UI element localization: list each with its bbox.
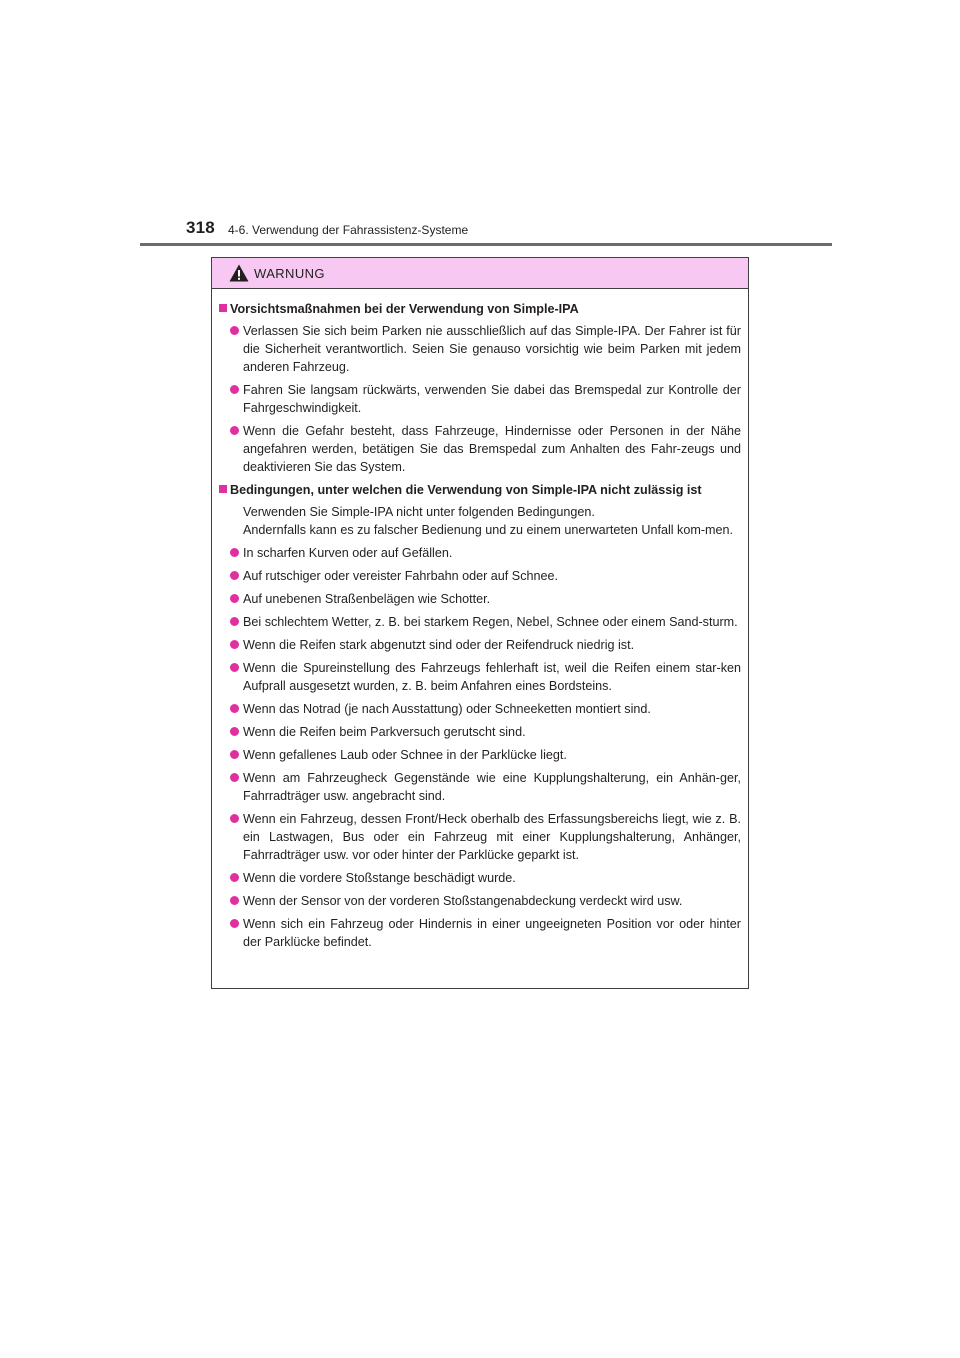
round-bullet-icon bbox=[230, 919, 239, 928]
warning-label: WARNUNG bbox=[254, 266, 325, 281]
round-bullet-icon bbox=[230, 594, 239, 603]
bullet-item bbox=[219, 723, 741, 741]
section-title: 4-6. Verwendung der Fahrassistenz-Systeme bbox=[228, 223, 469, 237]
bullet-text: Auf unebenen Straßenbelägen wie Schotter. bbox=[243, 592, 491, 606]
bullet-item bbox=[219, 700, 741, 718]
square-bullet-icon bbox=[219, 304, 227, 312]
warning-box bbox=[211, 257, 749, 989]
round-bullet-icon bbox=[230, 640, 239, 649]
bullet-item bbox=[219, 869, 741, 887]
round-bullet-icon bbox=[230, 727, 239, 736]
bullet-text: Wenn die Reifen stark abgenutzt sind oder der Reifendruck niedrig ist. bbox=[243, 638, 635, 652]
bullet-text: Wenn sich ein Fahrzeug oder Hindernis in einer ungeeigneten Position vor oder hinter der Parklücke befindet. bbox=[243, 917, 741, 949]
bullet-text: Wenn das Notrad (je nach Ausstattung) oder Schneeketten montiert sind. bbox=[243, 702, 651, 716]
bullet-text: Verlassen Sie sich beim Parken nie ausschließlich auf das Simple-IPA. Der Fahrer ist für die Sicherheit verantwortlich. Seien Sie genauso vorsichtig wie beim Parken mit jedem anderen Fahrzeug. bbox=[243, 324, 741, 374]
intro-paragraph: Andernfalls kann es zu falscher Bedienung und zu einem unerwarteten Unfall kom-men. bbox=[243, 523, 734, 537]
bullet-item bbox=[219, 746, 741, 764]
bullet-text: In scharfen Kurven oder auf Gefällen. bbox=[243, 546, 453, 560]
bullet-text: Wenn die Spureinstellung des Fahrzeugs fehlerhaft ist, weil die Reifen einem star-ken Aufprall ausgesetzt wurden, z. B. beim Anfahren eines Bordsteins. bbox=[243, 661, 741, 693]
bullet-item bbox=[219, 810, 741, 864]
bullet-text: Wenn ein Fahrzeug, dessen Front/Heck oberhalb des Erfassungsbereichs liegt, wie z. B. ein Lastwagen, Bus oder ein Fahrzeug mit einer Kupplungshalterung, Anhänger, Fahrradträger usw. vor oder hinter der Parklücke geparkt ist. bbox=[243, 812, 741, 862]
round-bullet-icon bbox=[230, 814, 239, 823]
bullet-item bbox=[219, 567, 741, 585]
round-bullet-icon bbox=[230, 426, 239, 435]
round-bullet-icon bbox=[230, 750, 239, 759]
bullet-text: Wenn am Fahrzeugheck Gegenstände wie eine Kupplungshalterung, ein Anhän-ger, Fahrradträger usw. angebracht sind. bbox=[243, 771, 741, 803]
bullet-item bbox=[219, 422, 741, 476]
bullet-item bbox=[219, 590, 741, 608]
round-bullet-icon bbox=[230, 896, 239, 905]
round-bullet-icon bbox=[230, 571, 239, 580]
bullet-text: Auf rutschiger oder vereister Fahrbahn oder auf Schnee. bbox=[243, 569, 559, 583]
section-heading-text: Bedingungen, unter welchen die Verwendung von Simple-IPA nicht zulässig ist bbox=[230, 483, 702, 497]
warning-triangle-icon bbox=[229, 264, 249, 282]
bullet-item bbox=[219, 659, 741, 695]
bullet-text: Wenn die Gefahr besteht, dass Fahrzeuge, Hindernisse oder Personen in der Nähe angefahren werden, betätigen Sie das Bremspedal zum Anhalten des Fahr-zeugs und deaktivieren Sie das System. bbox=[243, 424, 741, 474]
section-heading bbox=[219, 481, 741, 499]
bullet-item bbox=[219, 381, 741, 417]
round-bullet-icon bbox=[230, 548, 239, 557]
bullet-item bbox=[219, 915, 741, 951]
round-bullet-icon bbox=[230, 704, 239, 713]
intro-paragraph: Verwenden Sie Simple-IPA nicht unter folgenden Bedingungen. bbox=[243, 505, 595, 519]
round-bullet-icon bbox=[230, 385, 239, 394]
round-bullet-icon bbox=[230, 663, 239, 672]
bullet-text: Fahren Sie langsam rückwärts, verwenden Sie dabei das Bremspedal zur Kontrolle der Fahrgeschwindigkeit. bbox=[243, 383, 741, 415]
page-number: 318 bbox=[186, 218, 215, 237]
bullet-text: Wenn gefallenes Laub oder Schnee in der Parklücke liegt. bbox=[243, 748, 567, 762]
bullet-item bbox=[219, 769, 741, 805]
bullet-item bbox=[219, 613, 741, 631]
section-heading-text: Vorsichtsmaßnahmen bei der Verwendung von Simple-IPA bbox=[230, 302, 579, 316]
bullet-text: Wenn die vordere Stoßstange beschädigt wurde. bbox=[243, 871, 516, 885]
header-divider bbox=[140, 243, 832, 246]
bullet-text: Wenn der Sensor von der vorderen Stoßstangenabdeckung verdeckt wird usw. bbox=[243, 894, 683, 908]
bullet-item bbox=[219, 636, 741, 654]
round-bullet-icon bbox=[230, 873, 239, 882]
warning-header bbox=[212, 258, 748, 289]
bullet-text: Wenn die Reifen beim Parkversuch gerutscht sind. bbox=[243, 725, 526, 739]
round-bullet-icon bbox=[230, 617, 239, 626]
bullet-item bbox=[219, 322, 741, 376]
round-bullet-icon bbox=[230, 773, 239, 782]
section-heading bbox=[219, 300, 741, 318]
square-bullet-icon bbox=[219, 485, 227, 493]
bullet-item bbox=[219, 892, 741, 910]
bullet-item bbox=[219, 544, 741, 562]
bullet-text: Bei schlechtem Wetter, z. B. bei starkem Regen, Nebel, Schnee oder einem Sand-sturm. bbox=[243, 615, 738, 629]
round-bullet-icon bbox=[230, 326, 239, 335]
warning-body bbox=[212, 289, 748, 951]
